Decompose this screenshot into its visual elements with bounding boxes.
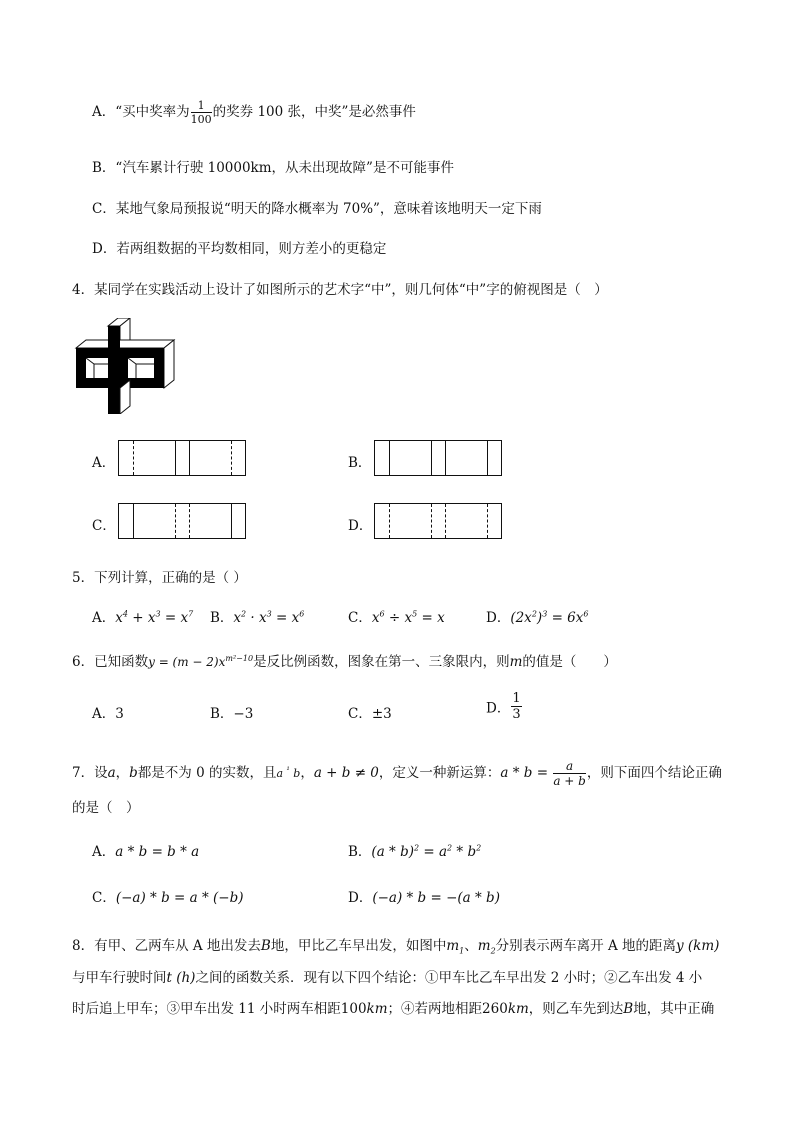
expr-7c: (−a) * b = a * (−b) (115, 890, 244, 906)
expr-a: $x^4 + x^3 = x^7$ (115, 609, 194, 626)
q7-mid2: ，定义一种新运算： (378, 765, 501, 781)
q5-option-d (486, 606, 588, 626)
option-label: A． (92, 844, 116, 860)
q6-stem-end: 的值是（ ） (522, 654, 617, 670)
dashed-line (133, 441, 134, 475)
q6-option-c: C．±3 (348, 706, 392, 722)
q7-line2: 的是（ ） (72, 800, 140, 816)
3d-zhong-character-icon (72, 318, 178, 414)
q6-stem (72, 650, 617, 670)
expr-7d: (−a) * b = −(a * b) (372, 890, 500, 906)
q6-option-d (486, 692, 523, 721)
q8-text: 分别表示两车离开 A 地的距离 (495, 938, 676, 954)
q7-end: ，则下面四个结论正确 (586, 765, 722, 781)
frac-den: 3 (512, 707, 521, 722)
q5-stem: 5．下列计算，正确的是（ ） (72, 570, 247, 586)
q8-line3 (72, 997, 714, 1017)
solid-line (389, 441, 390, 475)
fraction-1-3 (511, 692, 521, 721)
frac-num: 1 (512, 691, 521, 706)
q4-option-c-view (118, 503, 246, 539)
q4-stem: 4．某同学在实践活动上设计了如图所示的艺术字“中”，则几何体“中”字的俯视图是（ ） (72, 282, 608, 298)
q8-text: ，则乙车先到达 (528, 1001, 624, 1017)
cond-a-ne-b: a $^{^1}$ b (276, 765, 301, 780)
var-y-km: y (km) (676, 938, 720, 954)
expr-d: $(2x^2)^3 = 6x^6$ (510, 609, 589, 626)
q8-text: ；④若两地相距 (387, 1001, 483, 1017)
q8-number: 100 (340, 1001, 367, 1017)
q7-mid: 都是不为 0 的实数，且 (137, 765, 277, 781)
q3-option-c: C．某地气象局预报说“明天的降水概率为 70%”，意味着该地明天一定下雨 (92, 201, 542, 217)
q8-text: 之间的函数关系．现有以下四个结论：①甲车比乙车早出发 2 小时；②乙车出发 4 小 (195, 970, 703, 986)
frac-num: 1 (191, 100, 212, 113)
q8-line2 (72, 966, 702, 986)
solid-line (487, 441, 488, 475)
q8-text: 地，甲比乙车早出发，如图中 (270, 938, 447, 954)
q4-label-b: B． (348, 455, 372, 471)
dashed-line (445, 504, 446, 538)
q3-option-a (92, 100, 416, 125)
q7-option-c (92, 886, 243, 906)
frac-den: 100 (190, 113, 212, 126)
dashed-line (231, 441, 232, 475)
var-b: b (129, 765, 138, 781)
solid-line (133, 504, 134, 538)
solid-line (445, 441, 446, 475)
q8-number: 260 (482, 1001, 508, 1017)
solid-line (431, 441, 432, 475)
q4-label-d: D． (348, 518, 373, 534)
expr-7a: a * b = b * a (115, 844, 200, 860)
var-m2: $m_2$ (477, 938, 496, 956)
q6-option-a: A．3 (92, 706, 124, 722)
q7-line1: 7．设a，b都是不为 0 的实数，且a $^{^1}$ b，a + b ≠ 0，定义一种新运算：a * b = $\frac{a}{a + b}$ ，则下面四个结论正确 (72, 759, 722, 788)
q5-option-b (210, 606, 304, 626)
q3-option-a-prefix: A．“买中奖率为 (92, 104, 190, 120)
option-label: D． (348, 890, 373, 906)
var-t-h: t (h) (166, 970, 196, 986)
option-label: C． (348, 610, 372, 626)
q8-text: 与甲车行驶时间 (72, 970, 167, 986)
q7-prefix: 7．设 (72, 765, 108, 781)
expr-7b: $(a * b)^2 = a^2 * b^2$ (371, 843, 482, 860)
q4-option-d-view (374, 503, 502, 539)
fraction-1-100 (191, 100, 212, 125)
q6-stem-prefix: 6．已知函数 (72, 654, 149, 670)
q8-text: 、 (464, 938, 478, 954)
solid-line (189, 441, 190, 475)
unit-km: km (507, 1001, 529, 1017)
q5-option-c (348, 606, 445, 626)
option-label: D． (486, 610, 511, 626)
dashed-line (487, 504, 488, 538)
function-expr: $y = (m - 2)x^{m^2-10}$ (148, 654, 254, 669)
q4-option-a-view (118, 440, 246, 476)
op-def-left: a * b = (500, 765, 553, 781)
dashed-line (389, 504, 390, 538)
q7-option-a (92, 840, 199, 860)
var-m1: $m_1$ (446, 938, 465, 956)
option-label: A． (92, 610, 116, 626)
option-label: B． (210, 610, 234, 626)
option-label: D． (486, 700, 511, 717)
q6-option-b: B．−3 (210, 706, 254, 722)
q5-option-a (92, 606, 193, 626)
q3-option-d: D．若两组数据的平均数相同，则方差小的更稳定 (92, 241, 387, 257)
q8-text: 地，其中正确 (633, 1001, 715, 1017)
dashed-line (431, 504, 432, 538)
q8-text: 8．有甲、乙两车从 A 地出发去 (72, 938, 261, 954)
q4-option-b-view (374, 440, 502, 476)
q8-line1 (72, 934, 719, 956)
unit-km: km (366, 1001, 388, 1017)
q6-stem-suffix: 是反比例函数，图象在第一、三象限内，则 (253, 654, 510, 670)
option-label: B． (348, 844, 372, 860)
q7-option-b (348, 840, 481, 860)
var-B: B (623, 1001, 634, 1017)
solid-line (231, 504, 232, 538)
var-a: a (107, 765, 116, 781)
expr-c: $x^6 \div x^5 = x$ (371, 609, 445, 626)
cond-sum: a + b ≠ 0 (313, 765, 379, 781)
q3-option-a-suffix: 的奖券 100 张，中奖”是必然事件 (212, 104, 416, 120)
q4-label-a: A． (92, 455, 116, 471)
op-def-frac: $\frac{a}{a + b}$ (553, 759, 586, 788)
var-m: m (509, 654, 523, 670)
var-B: B (260, 938, 271, 954)
option-label: C． (92, 890, 116, 906)
dashed-line (189, 504, 190, 538)
dashed-line (175, 504, 176, 538)
q7-option-d (348, 886, 500, 906)
q3-option-b: B．“汽车累计行驶 10000km，从未出现故障”是不可能事件 (92, 160, 454, 176)
q8-text: 时后追上甲车；③甲车出发 11 小时两车相距 (72, 1001, 341, 1017)
expr-b: $x^2 \cdot x^3 = x^6$ (233, 609, 305, 626)
solid-line (175, 441, 176, 475)
q4-label-c: C． (92, 518, 116, 534)
